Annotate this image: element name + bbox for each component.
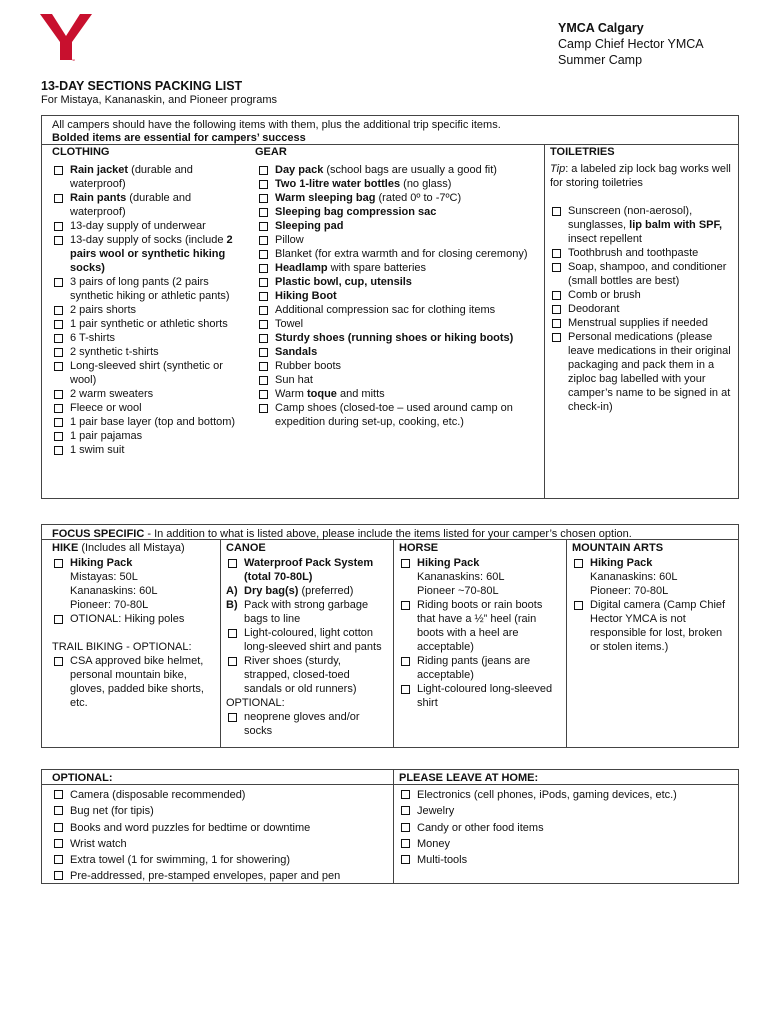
toiletries-list (550, 204, 736, 414)
checkbox-icon[interactable] (54, 806, 63, 815)
checkbox-icon[interactable] (259, 334, 268, 343)
list-item (550, 288, 736, 302)
checkbox-icon[interactable] (259, 236, 268, 245)
list-item (52, 820, 390, 836)
checkbox-icon[interactable] (259, 250, 268, 259)
list-item (52, 303, 244, 317)
horse-size: Kananaskins: 60L (417, 571, 505, 583)
item-text: Sunscreen (non-aerosol), sunglasses, (568, 205, 693, 231)
item-text: Camera (disposable recommended) (70, 789, 246, 801)
org-name: YMCA Calgary (558, 21, 644, 35)
item-text: Rain jacket (70, 164, 129, 176)
checkbox-icon[interactable] (54, 362, 63, 371)
list-item (226, 598, 388, 626)
item-text: Long-sleeved shirt (synthetic or wool) (70, 360, 223, 386)
checkbox-icon[interactable] (228, 657, 237, 666)
arts-item-label: Digital camera (Camp Chief Hector YMCA is not responsible for lost, broken or stolen items.) (590, 599, 726, 653)
item-text: 1 pair pajamas (70, 430, 143, 442)
canoe-optional-heading: OPTIONAL: (226, 697, 285, 709)
list-item (257, 331, 537, 345)
list-item (52, 233, 244, 275)
list-item (52, 359, 244, 387)
list-item (52, 556, 217, 570)
item-text: toque (306, 388, 337, 400)
list-item (257, 233, 537, 247)
list-item (399, 820, 735, 836)
item-text: Books and word puzzles for bedtime or downtime (70, 821, 311, 834)
list-item (399, 852, 735, 868)
list-item (52, 429, 244, 443)
canoe-pack-label: Waterproof Pack System (total 70-80L) (244, 557, 374, 583)
list-item (52, 654, 217, 710)
checkbox-icon[interactable] (552, 333, 561, 342)
checkbox-icon[interactable] (54, 222, 63, 231)
item-text: Sun hat (275, 374, 313, 386)
checkbox-icon[interactable] (259, 292, 268, 301)
item-text: Wrist watch (70, 837, 127, 850)
canoe-item-label: River shoes (sturdy, strapped, closed-toed sandals or old runners) (244, 655, 357, 695)
checkbox-icon[interactable] (401, 685, 410, 694)
list-item (52, 163, 244, 191)
list-item (399, 787, 735, 803)
item-text: Day pack (275, 164, 324, 176)
focus-label: FOCUS SPECIFIC (52, 528, 145, 540)
item-text: Candy or other food items (417, 821, 544, 834)
list-item (52, 787, 390, 803)
section2-intro (52, 527, 736, 541)
item-text: 6 T-shirts (70, 332, 116, 344)
leave-heading: PLEASE LEAVE AT HOME: (399, 772, 539, 784)
item-text: (durable and waterproof) (70, 164, 193, 190)
list-item (257, 191, 537, 205)
divider (41, 784, 739, 785)
checkbox-icon[interactable] (259, 278, 268, 287)
divider (566, 539, 567, 748)
item-text: Additional compression sac for clothing items (275, 304, 496, 316)
canoe-column (226, 556, 388, 738)
canoe-heading: CANOE (226, 542, 266, 554)
item-text: 1 pair synthetic or athletic shorts (70, 318, 228, 330)
item-text: Menstrual supplies if needed (568, 317, 709, 329)
list-item (550, 260, 736, 288)
focus-intro-text: - In addition to what is listed above, please include the items listed for your camper’s chosen option. (144, 528, 632, 540)
checkbox-icon[interactable] (259, 306, 268, 315)
list-item (257, 275, 537, 289)
page-subtitle: For Mistaya, Kananaskin, and Pioneer programs (41, 94, 278, 106)
list-item (52, 612, 217, 626)
item-text: Rubber boots (275, 360, 342, 372)
item-text: Sleeping pad (275, 220, 344, 232)
checkbox-icon[interactable] (54, 615, 63, 624)
divider (544, 144, 545, 499)
item-text: Personal medications (please leave medications in their original packaging and pack them in a ziploc bag labelled with your camper’s name to be signed in at check-in) (568, 331, 731, 413)
option-b-text: Pack with strong garbage bags to line (244, 599, 369, 625)
checkbox-icon[interactable] (54, 194, 63, 203)
item-text: Pre-addressed, pre-stamped envelopes, paper and pen (70, 870, 341, 883)
item-text: Headlamp (275, 262, 328, 274)
checkbox-icon[interactable] (259, 376, 268, 385)
checkbox-icon[interactable] (401, 601, 410, 610)
hike-heading-label: HIKE (52, 542, 79, 554)
checkbox-icon[interactable] (54, 823, 63, 832)
list-item (550, 246, 736, 260)
list-item (257, 247, 537, 261)
checkbox-icon[interactable] (401, 559, 410, 568)
checkbox-icon[interactable] (54, 418, 63, 427)
horse-column (399, 556, 561, 710)
item-text: 1 swim suit (70, 444, 125, 456)
checkbox-icon[interactable] (552, 249, 561, 258)
list-item (52, 275, 244, 303)
tip-body: : a labeled zip lock bag works well for storing toiletries (550, 163, 731, 189)
horse-pack-label: Hiking Pack (417, 557, 480, 569)
mountain-arts-heading: MOUNTAIN ARTS (572, 542, 664, 554)
hike-heading (52, 541, 185, 555)
horse-item-label: Riding pants (jeans are acceptable) (417, 655, 531, 681)
page-title: 13-DAY SECTIONS PACKING LIST (41, 79, 243, 93)
section1-intro-bold: Bolded items are essential for campers’ success (52, 132, 306, 144)
item-text: Warm sleeping bag (275, 192, 376, 204)
item-text: Bug net (for tipis) (70, 805, 154, 818)
list-item (257, 177, 537, 191)
hike-poles-label: OTIONAL: Hiking poles (70, 613, 185, 625)
optional-list (52, 787, 390, 885)
trail-heading: TRAIL BIKING - OPTIONAL: (52, 641, 192, 653)
clothing-heading: CLOTHING (52, 146, 110, 158)
item-text: Rain pants (70, 192, 127, 204)
list-item (226, 626, 388, 654)
list-item (257, 401, 537, 429)
item-text: Sleeping bag compression sac (275, 206, 437, 218)
checkbox-icon[interactable] (54, 236, 63, 245)
checkbox-icon[interactable] (54, 404, 63, 413)
checkbox-icon[interactable] (259, 404, 268, 413)
option-a-text: (preferred) (298, 585, 354, 597)
checkbox-icon[interactable] (54, 334, 63, 343)
item-text: 13-day supply of socks (include (70, 234, 227, 246)
list-item (257, 359, 537, 373)
checkbox-icon[interactable] (228, 713, 237, 722)
item-text: Sandals (275, 346, 318, 358)
checkbox-icon[interactable] (54, 871, 63, 880)
list-item (550, 330, 736, 414)
hike-size: Mistayas: 50L (70, 571, 138, 583)
list-item (257, 387, 537, 401)
item-text: Plastic bowl, cup, utensils (275, 276, 412, 288)
item-text: Extra towel (1 for swimming, 1 for showering) (70, 854, 291, 867)
list-item (52, 415, 244, 429)
checkbox-icon[interactable] (54, 790, 63, 799)
list-item (550, 316, 736, 330)
list-item (52, 443, 244, 457)
checkbox-icon[interactable] (259, 348, 268, 357)
list-item (257, 317, 537, 331)
checkbox-icon[interactable] (574, 559, 583, 568)
list-item (52, 803, 390, 819)
list-item (257, 205, 537, 219)
camp-type: Summer Camp (558, 53, 643, 67)
list-item (399, 836, 735, 852)
checkbox-icon[interactable] (54, 432, 63, 441)
checkbox-icon[interactable] (259, 208, 268, 217)
list-item (226, 584, 388, 598)
trail-item-label: CSA approved bike helmet, personal mountain bike, gloves, padded bike shorts, etc. (70, 655, 204, 709)
divider (220, 539, 221, 748)
item-text: Blanket (for extra warmth and for closing ceremony) (275, 248, 528, 260)
checkbox-icon[interactable] (259, 222, 268, 231)
item-text: and mitts (336, 388, 385, 400)
item-text: Electronics (cell phones, iPods, gaming devices, etc.) (417, 789, 677, 801)
checkbox-icon[interactable] (401, 790, 410, 799)
gear-list (257, 163, 537, 429)
checkbox-icon[interactable] (54, 306, 63, 315)
checkbox-icon[interactable] (401, 855, 410, 864)
arts-column (572, 556, 734, 654)
list-item (52, 219, 244, 233)
item-text: 2 pairs wool or synthetic hiking socks) (70, 234, 233, 274)
option-b-label: B) (226, 599, 238, 611)
option-a-bold: Dry bag(s) (244, 585, 299, 597)
arts-pack-label: Hiking Pack (590, 557, 653, 569)
item-text: Hiking Boot (275, 290, 337, 302)
checkbox-icon[interactable] (54, 839, 63, 848)
horse-heading: HORSE (399, 542, 439, 554)
list-item (399, 682, 561, 710)
checkbox-icon[interactable] (54, 446, 63, 455)
list-item (52, 401, 244, 415)
item-text: Camp shoes (closed-toe – used around camp on expedition during set-up, cooking, etc.) (275, 402, 513, 428)
list-item (52, 836, 390, 852)
list-item (257, 261, 537, 275)
checkbox-icon[interactable] (259, 320, 268, 329)
canoe-optional-item: neoprene gloves and/or socks (244, 711, 360, 737)
checkbox-icon[interactable] (259, 180, 268, 189)
checkbox-icon[interactable] (401, 823, 410, 832)
header-block (558, 20, 704, 68)
checkbox-icon[interactable] (552, 207, 561, 216)
list-item (572, 598, 734, 654)
list-item (52, 852, 390, 868)
horse-item-label: Light-coloured long-sleeved shirt (417, 683, 553, 709)
item-text: 3 pairs of long pants (2 pairs synthetic hiking or athletic pants) (70, 276, 230, 302)
list-item (572, 556, 734, 570)
item-text: Money (417, 837, 451, 850)
option-a-label: A) (226, 585, 238, 597)
checkbox-icon[interactable] (54, 390, 63, 399)
item-text: Sturdy shoes (running shoes or hiking boots) (275, 332, 514, 344)
item-text: 2 warm sweaters (70, 388, 154, 400)
horse-size: Pioneer ~70-80L (417, 585, 499, 597)
checkbox-icon[interactable] (552, 291, 561, 300)
item-text: Deodorant (568, 303, 620, 315)
item-text: with spare batteries (327, 262, 427, 274)
item-text: Multi-tools (417, 854, 468, 867)
item-text: (rated 0º to -7ºC) (375, 192, 462, 204)
item-text: Jewelry (417, 805, 455, 818)
item-text: Soap, shampoo, and conditioner (small bottles are best) (568, 261, 727, 287)
list-item (257, 163, 537, 177)
checkbox-icon[interactable] (552, 319, 561, 328)
horse-item-label: Riding boots or rain boots that have a ½” heel (rain boots with a heel are acceptable) (417, 599, 543, 653)
checkbox-icon[interactable] (259, 194, 268, 203)
list-item (226, 654, 388, 696)
list-item (399, 556, 561, 570)
item-text: Fleece or wool (70, 402, 142, 414)
checkbox-icon[interactable] (54, 278, 63, 287)
item-text: 13-day supply of underwear (70, 220, 206, 232)
item-text: (school bags are usually a good fit) (323, 164, 497, 176)
checkbox-icon[interactable] (259, 390, 268, 399)
list-item (52, 387, 244, 401)
checkbox-icon[interactable] (54, 166, 63, 175)
checkbox-icon[interactable] (54, 348, 63, 357)
checkbox-icon[interactable] (54, 559, 63, 568)
checkbox-icon[interactable] (552, 263, 561, 272)
camp-name: Camp Chief Hector YMCA (558, 37, 704, 51)
checkbox-icon[interactable] (401, 657, 410, 666)
item-text: Two 1-litre water bottles (275, 178, 401, 190)
optional-heading: OPTIONAL: (52, 772, 113, 784)
item-text: lip balm with SPF, (629, 219, 723, 231)
list-item (52, 868, 390, 884)
list-item (399, 654, 561, 682)
checkbox-icon[interactable] (259, 166, 268, 175)
item-text: (durable and waterproof) (70, 192, 192, 218)
gear-heading: GEAR (255, 146, 287, 158)
checkbox-icon[interactable] (228, 629, 237, 638)
item-text: 2 synthetic t-shirts (70, 346, 159, 358)
list-item (257, 345, 537, 359)
hike-size: Pioneer: 70-80L (70, 599, 149, 611)
hike-size: Kananaskins: 60L (70, 585, 158, 597)
clothing-list (52, 163, 244, 457)
arts-size: Pioneer: 70-80L (590, 585, 669, 597)
item-text: insect repellent (568, 233, 642, 245)
list-item (52, 345, 244, 359)
checkbox-icon[interactable] (401, 839, 410, 848)
checkbox-icon[interactable] (54, 657, 63, 666)
list-item (52, 317, 244, 331)
checkbox-icon[interactable] (574, 601, 583, 610)
item-text: Warm (275, 388, 307, 400)
tip-text (550, 162, 736, 190)
checkbox-icon[interactable] (401, 806, 410, 815)
canoe-item-label: Light-coloured, light cotton long-sleeved shirt and pants (244, 627, 382, 653)
list-item (399, 598, 561, 654)
list-item (399, 803, 735, 819)
item-text: Toothbrush and toothpaste (568, 247, 699, 259)
arts-size: Kananaskins: 60L (590, 571, 678, 583)
svg-text:™: ™ (71, 58, 75, 62)
hike-column (52, 556, 217, 710)
item-text: Comb or brush (568, 289, 641, 301)
item-text: Towel (275, 318, 304, 330)
checkbox-icon[interactable] (259, 264, 268, 273)
list-item (550, 204, 736, 246)
item-text: 1 pair base layer (top and bottom) (70, 416, 236, 428)
checkbox-icon[interactable] (228, 559, 237, 568)
toiletries-column (550, 162, 736, 414)
item-text: (no glass) (400, 178, 452, 190)
checkbox-icon[interactable] (54, 855, 63, 864)
divider (393, 539, 394, 748)
hike-pack-label: Hiking Pack (70, 557, 133, 569)
item-text: 2 pairs shorts (70, 304, 137, 316)
section1-intro: All campers should have the following items with them, plus the additional trip specific items. (52, 119, 501, 131)
list-item (52, 191, 244, 219)
list-item (257, 303, 537, 317)
list-item (550, 302, 736, 316)
hike-heading-note: (Includes all Mistaya) (78, 542, 185, 554)
checkbox-icon[interactable] (259, 362, 268, 371)
ymca-logo-icon (38, 12, 94, 62)
toiletries-heading: TOILETRIES (550, 146, 615, 158)
list-item (226, 556, 388, 584)
divider (393, 769, 394, 884)
list-item (52, 331, 244, 345)
checkbox-icon[interactable] (552, 305, 561, 314)
list-item (226, 710, 388, 738)
item-text: Pillow (275, 234, 304, 246)
list-item (257, 289, 537, 303)
tip-label: Tip (550, 163, 566, 175)
list-item (257, 373, 537, 387)
checkbox-icon[interactable] (54, 320, 63, 329)
list-item (257, 219, 537, 233)
leave-list (399, 787, 735, 868)
